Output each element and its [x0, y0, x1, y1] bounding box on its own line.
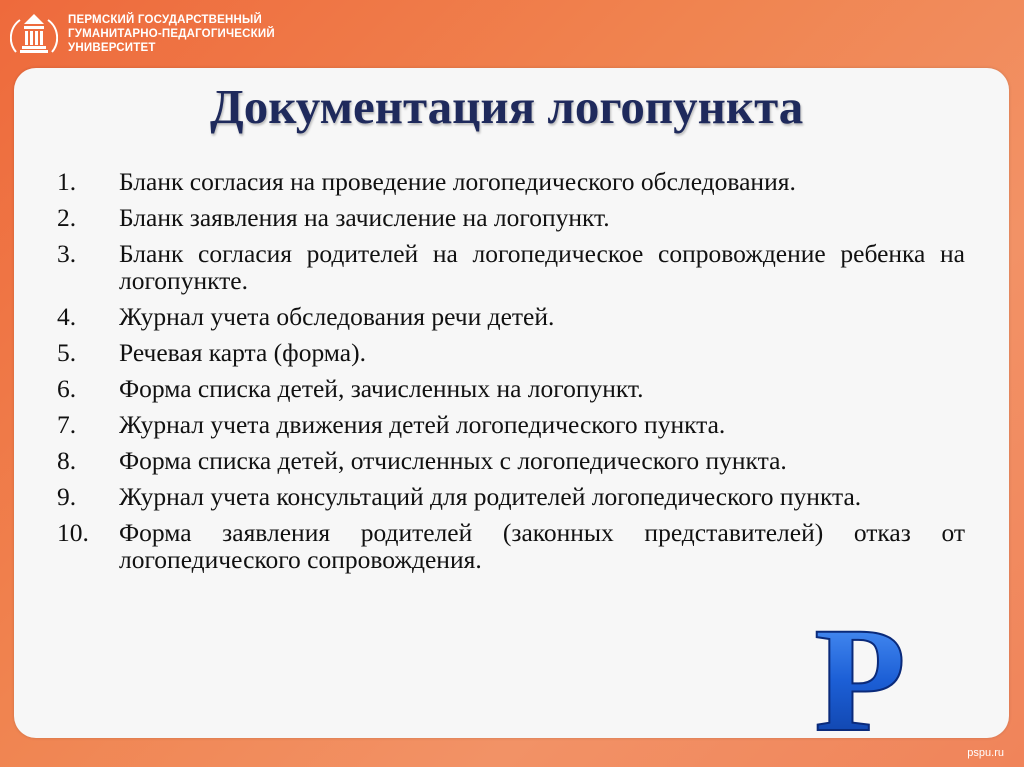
list-item-text: Журнал учета движения детей логопедического пункта. [119, 410, 726, 439]
site-url: pspu.ru [967, 747, 1004, 759]
list-item-number: 4. [57, 302, 77, 331]
list-item-number: 8. [57, 446, 77, 475]
list-item [55, 411, 965, 438]
list-item-number: 3. [57, 239, 77, 268]
list-item-text: Речевая карта (форма). [119, 338, 366, 367]
list-item-text: Бланк согласия на проведение логопедического обследования. [119, 167, 796, 196]
list-item-text: Форма списка детей, зачисленных на логопункт. [119, 374, 644, 403]
university-name-line: ПЕРМСКИЙ ГОСУДАРСТВЕННЫЙ [68, 14, 262, 26]
university-name-line: ГУМАНИТАРНО-ПЕДАГОГИЧЕСКИЙ [68, 28, 275, 40]
list-item-number: 10. [57, 518, 89, 547]
list-item [55, 375, 965, 402]
university-building-icon [10, 8, 58, 58]
list-item-text: Бланк заявления на зачисление на логопункт. [119, 203, 610, 232]
university-name-line: УНИВЕРСИТЕТ [68, 42, 156, 54]
list-item [55, 303, 965, 330]
document-list [55, 168, 965, 582]
list-item-text: Форма заявления родителей (законных представителей) отказ от логопедического сопровождения. [119, 518, 965, 574]
decorative-letter [800, 618, 920, 743]
list-item-text: Бланк согласия родителей на логопедическое сопровождение ребенка на логопункте. [119, 239, 965, 295]
list-item [55, 519, 965, 573]
list-item-number: 2. [57, 203, 77, 232]
list-item-text: Журнал учета обследования речи детей. [119, 302, 555, 331]
list-item [55, 168, 965, 195]
decorative-letter-glyph: Р [814, 618, 906, 743]
university-name [68, 13, 328, 55]
list-item-text: Журнал учета консультаций для родителей логопедического пункта. [119, 482, 862, 511]
list-item [55, 240, 965, 294]
list-item-number: 1. [57, 167, 77, 196]
list-item [55, 339, 965, 366]
list-item-text: Форма списка детей, отчисленных с логопедического пункта. [119, 446, 787, 475]
list-item [55, 483, 965, 510]
list-item-number: 7. [57, 410, 77, 439]
list-item [55, 204, 965, 231]
list-item [55, 447, 965, 474]
list-item-number: 9. [57, 482, 77, 511]
slide-title: Документация логопункта [210, 79, 804, 134]
list-item-number: 6. [57, 374, 77, 403]
list-item-number: 5. [57, 338, 77, 367]
